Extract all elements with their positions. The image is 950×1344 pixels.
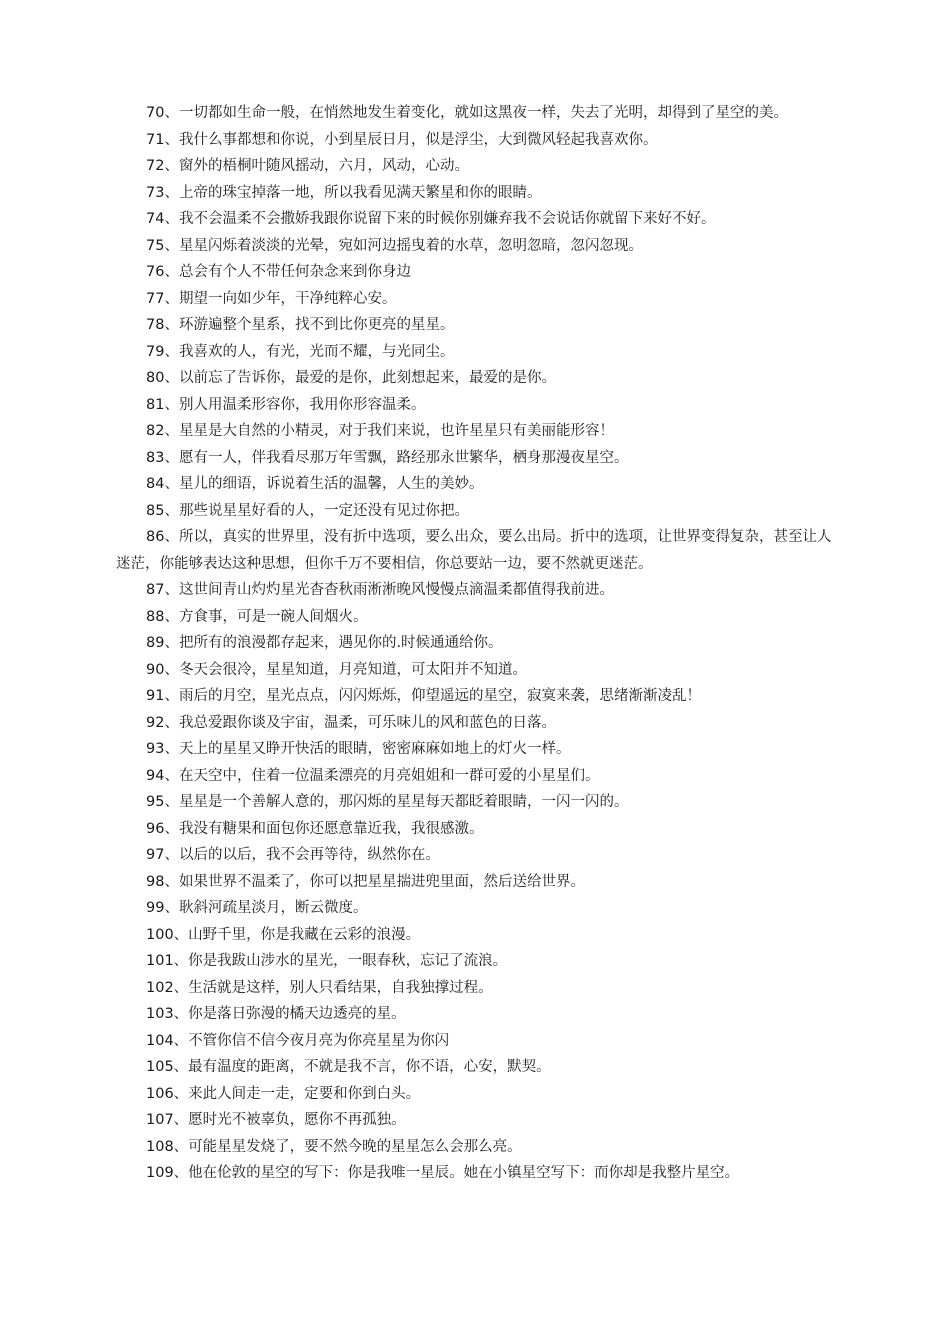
paragraph-96: 96、我没有糖果和面包你还愿意靠近我，我很感激。 (146, 820, 484, 837)
paragraph-94: 94、在天空中，住着一位温柔漂亮的月亮姐姐和一群可爱的小星星们。 (146, 767, 600, 784)
document-body (116, 100, 834, 1187)
paragraph-101: 101、你是我跋山涉水的星光，一眼春秋，忘记了流浪。 (146, 953, 508, 969)
paragraph-92: 92、我总爱跟你谈及宇宙，温柔，可乐味儿的风和蓝色的日落。 (146, 714, 556, 731)
paragraph-98: 98、如果世界不温柔了，你可以把星星揣进兜里面，然后送给世界。 (146, 873, 585, 890)
paragraph-72: 72、窗外的梧桐叶随风摇动，六月，风动，心动。 (146, 158, 469, 174)
paragraph-90: 90、冬天会很冷，星星知道，月亮知道，可太阳并不知道。 (146, 661, 527, 678)
paragraph-103: 103、你是落日弥漫的橘天边透亮的星。 (146, 1006, 406, 1022)
paragraph-76: 76、总会有个人不带任何杂念来到你身边 (146, 264, 411, 280)
paragraph-79: 79、我喜欢的人，有光，光而不耀，与光同尘。 (146, 343, 455, 360)
paragraph-80: 80、以前忘了告诉你，最爱的是你，此刻想起来，最爱的是你。 (146, 370, 556, 386)
paragraph-75: 75、星星闪烁着淡淡的光晕，宛如河边摇曳着的水草，忽明忽暗，忽闪忽现。 (146, 237, 643, 254)
paragraph-78: 78、环游遍整个星系，找不到比你更亮的星星。 (146, 317, 455, 333)
paragraph-99: 99、耿斜河疏星淡月，断云微度。 (146, 900, 368, 916)
paragraph-91: 91、雨后的月空，星光点点，闪闪烁烁，仰望遥远的星空，寂寞来袭，思绪渐渐凌乱！ (146, 688, 701, 704)
paragraph-85: 85、那些说星星好看的人，一定还没有见过你把。 (146, 502, 469, 519)
paragraph-106: 106、来此人间走一走，定要和你到白头。 (146, 1085, 421, 1102)
paragraph-77: 77、期望一向如少年，干净纯粹心安。 (146, 290, 397, 307)
paragraph-88: 88、方食事，可是一碗人间烟火。 (146, 608, 368, 625)
paragraph-97: 97、以后的以后，我不会再等待，纵然你在。 (146, 847, 440, 863)
paragraph-73: 73、上帝的珠宝掉落一地，所以我看见满天繁星和你的眼睛。 (146, 184, 542, 201)
paragraph-102: 102、生活就是这样，别人只看结果，自我独撑过程。 (146, 979, 493, 996)
paragraph-104: 104、不管你信不信今夜月亮为你亮星星为你闪 (146, 1032, 450, 1049)
paragraph-100: 100、山野千里，你是我藏在云彩的浪漫。 (146, 926, 421, 943)
paragraph-105: 105、最有温度的距离，不就是我不言，你不语，心安，默契。 (146, 1059, 551, 1075)
paragraph-84: 84、星儿的细语，诉说着生活的温馨，人生的美妙。 (146, 476, 484, 492)
paragraph-107: 107、愿时光不被辜负，愿你不再孤独。 (146, 1112, 406, 1128)
paragraph-109: 109、他在伦敦的星空的写下：你是我唯一星辰。她在小镇星空写下：而你却是我整片星空。 (146, 1165, 740, 1181)
paragraph-86: 86、所以，真实的世界里，没有折中选项，要么出众，要么出局。折中的选项，让世界变得复杂，甚至让人迷茫，你能够表达这种思想，但你千万不要相信，你总要站一边，要不然就更迷茫。 (116, 529, 832, 572)
paragraph-89: 89、把所有的浪漫都存起来，遇见你的.时候通通给你。 (146, 635, 503, 651)
paragraph-95: 95、星星是一个善解人意的，那闪烁的星星每天都眨着眼睛，一闪一闪的。 (146, 794, 629, 810)
paragraph-70: 70、一切都如生命一般，在悄然地发生着变化，就如这黑夜一样，失去了光明，却得到了星空的美。 (146, 105, 788, 121)
paragraph-87: 87、这世间青山灼灼星光杳杳秋雨淅淅晚风慢慢点滴温柔都值得我前进。 (146, 582, 614, 598)
paragraph-82: 82、星星是大自然的小精灵，对于我们来说，也许星星只有美丽能形容！ (146, 423, 614, 439)
paragraph-93: 93、天上的星星又睁开快活的眼睛，密密麻麻如地上的灯火一样。 (146, 741, 571, 757)
paragraph-108: 108、可能星星发烧了，要不然今晚的星星怎么会那么亮。 (146, 1138, 522, 1155)
paragraph-83: 83、愿有一人，伴我看尽那万年雪飘，路经那永世繁华，栖身那漫夜星空。 (146, 449, 629, 466)
paragraph-71: 71、我什么事都想和你说，小到星辰日月，似是浮尘，大到微风轻起我喜欢你。 (146, 131, 658, 148)
paragraph-74: 74、我不会温柔不会撒娇我跟你说留下来的时候你别嫌弃我不会说话你就留下来好不好。 (146, 211, 716, 227)
paragraph-81: 81、别人用温柔形容你，我用你形容温柔。 (146, 396, 426, 413)
